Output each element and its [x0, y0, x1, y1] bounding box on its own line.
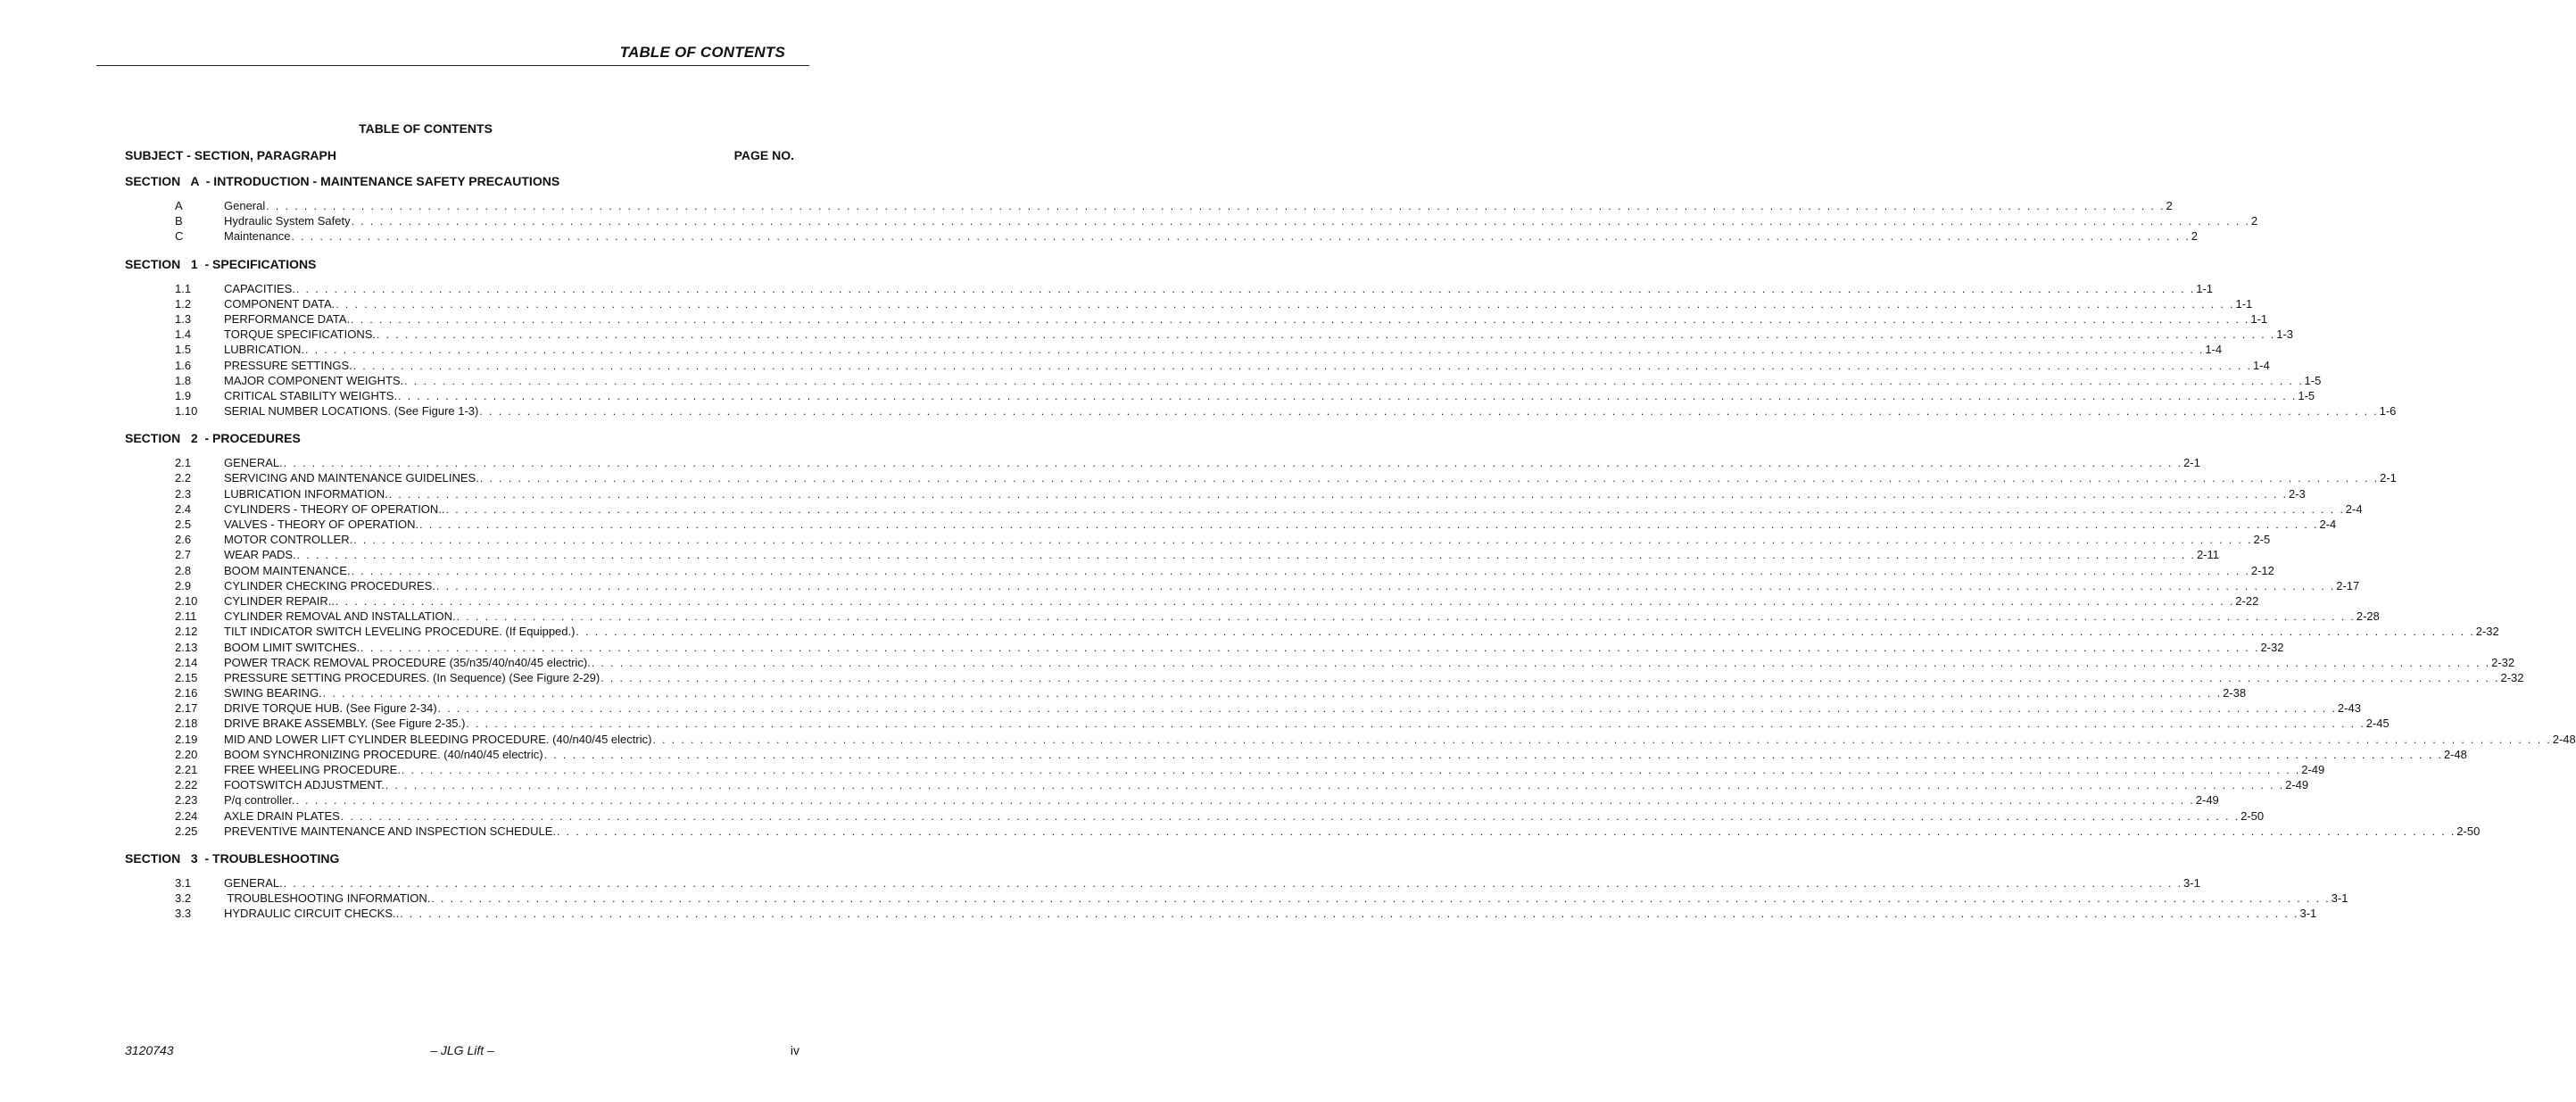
- section-heading: SECTION 2 - PROCEDURES: [125, 431, 301, 446]
- toc-entry[interactable]: [125, 716, 2390, 731]
- entry-page-number: 2-32: [2500, 670, 2524, 684]
- dot-leader: . . . . . . . . . . . . . . . . . . . . . . . . . . . . . . . . . . . . . . . . . . . . . . . . . . . . . . . . . . . . . . . . . . . . . . . . . . . . . . . . . . . . . . . . . . . . . . . . . . . . . . . . . . . . . . . . . . . . . . . . . . . . . . . . . . . . . . . . . . . . . . . . . . . . . . . . . . . . . . . . . . . . . . . . . . . . . . . . . . . . . . . . . . . . . . . . . . . . . . . .: [445, 502, 2345, 516]
- entry-title: HYDRAULIC CIRCUIT CHECKS..: [224, 907, 400, 921]
- dot-leader: . . . . . . . . . . . . . . . . . . . . . . . . . . . . . . . . . . . . . . . . . . . . . . . . . . . . . . . . . . . . . . . . . . . . . . . . . . . . . . . . . . . . . . . . . . . . . . . . . . . . . . . . . . . . . . . . . . . . . . . . . . . . . . . . . . . . . . . . . . . . . . . . . . . . . . . . . . . . . . . . . . . . . . . . . . . . . . . . . . . . . . . . . . . . . . . . . . . . . . . .: [576, 626, 2475, 639]
- entry-page-number: 2-32: [2260, 640, 2284, 654]
- entry-number: 1.6: [175, 358, 192, 372]
- entry-number: 2.1: [175, 456, 192, 470]
- entry-number: 2.10: [175, 593, 198, 608]
- entry-page-number: 2-50: [2241, 808, 2265, 823]
- entry-number: 2.23: [175, 793, 198, 808]
- toc-entry[interactable]: [125, 403, 2397, 418]
- toc-entry[interactable]: [125, 486, 2306, 501]
- entry-page-number: 1-5: [2298, 388, 2315, 402]
- toc-entry[interactable]: [125, 624, 2499, 639]
- entry-page-number: 2-5: [2253, 533, 2271, 547]
- entry-number: 2.22: [175, 778, 198, 792]
- dot-leader: . . . . . . . . . . . . . . . . . . . . . . . . . . . . . . . . . . . . . . . . . . . . . . . . . . . . . . . . . . . . . . . . . . . . . . . . . . . . . . . . . . . . . . . . . . . . . . . . . . . . . . . . . . . . . . . . . . . . . . . . . . . . . . . . . . . . . . . . . . . . . . . . . . . . . . . . . . . . . . . . . . . . . . . . . . . . . . . . . . . . . . . . . . . . . . . . . . . . . . . .: [385, 779, 2285, 792]
- entry-title: FREE WHEELING PROCEDURE.: [224, 763, 401, 776]
- entry-number: 2.2: [175, 471, 192, 485]
- entry-page-number: 3-1: [2183, 875, 2200, 890]
- dot-leader: . . . . . . . . . . . . . . . . . . . . . . . . . . . . . . . . . . . . . . . . . . . . . . . . . . . . . . . . . . . . . . . . . . . . . . . . . . . . . . . . . . . . . . . . . . . . . . . . . . . . . . . . . . . . . . . . . . . . . . . . . . . . . . . . . . . . . . . . . . . . . . . . . . . . . . . . . . . . . . . . . . . . . . . . . . . . . . . . . . . . . . . . . . . . . . . . . . . . . . . .: [376, 328, 2276, 342]
- entry-page-number: 2-17: [2336, 578, 2360, 592]
- entry-number: 1.1: [175, 281, 192, 295]
- entry-title: SERVICING AND MAINTENANCE GUIDELINES.: [224, 471, 479, 485]
- entry-page-number: 2-38: [2223, 686, 2247, 700]
- toc-entry[interactable]: [125, 342, 2223, 357]
- toc-entry[interactable]: [125, 640, 2284, 655]
- dot-leader: . . . . . . . . . . . . . . . . . . . . . . . . . . . . . . . . . . . . . . . . . . . . . . . . . . . . . . . . . . . . . . . . . . . . . . . . . . . . . . . . . . . . . . . . . . . . . . . . . . . . . . . . . . . . . . . . . . . . . . . . . . . . . . . . . . . . . . . . . . . . . . . . . . . . . . . . . . . . . . . . . . . . . . . . . . . . . . . . . . . . . . . . . . . . . . . . . . . . . . . .: [266, 200, 2166, 212]
- entry-page-number: 2-49: [2301, 763, 2325, 776]
- document-number: 3120743: [125, 1043, 174, 1057]
- entry-title: Maintenance: [224, 229, 291, 244]
- entry-page-number: 2-22: [2235, 593, 2259, 608]
- page-no-header-label: PAGE NO.: [733, 148, 794, 162]
- toc-section: [125, 850, 2348, 922]
- dot-leader: . . . . . . . . . . . . . . . . . . . . . . . . . . . . . . . . . . . . . . . . . . . . . . . . . . . . . . . . . . . . . . . . . . . . . . . . . . . . . . . . . . . . . . . . . . . . . . . . . . . . . . . . . . . . . . . . . . . . . . . . . . . . . . . . . . . . . . . . . . . . . . . . . . . . . . . . . . . . . . . . . . . . . . . . . . . . . . . . . . . . . . . . . . . . . . . . . . . . . . . .: [283, 457, 2183, 470]
- entry-title: SWING BEARING.: [224, 686, 322, 700]
- entry-number: 2.11: [175, 609, 197, 624]
- entry-page-number: 2-45: [2365, 717, 2390, 731]
- running-header-title: TABLE OF CONTENTS: [619, 44, 785, 61]
- entry-title: CYLINDER REMOVAL AND INSTALLATION.: [224, 609, 456, 624]
- entry-title: PRESSURE SETTING PROCEDURES. (In Sequence) (See Figure 2-29): [224, 670, 601, 684]
- toc-entry[interactable]: [125, 670, 2524, 685]
- dot-leader: . . . . . . . . . . . . . . . . . . . . . . . . . . . . . . . . . . . . . . . . . . . . . . . . . . . . . . . . . . . . . . . . . . . . . . . . . . . . . . . . . . . . . . . . . . . . . . . . . . . . . . . . . . . . . . . . . . . . . . . . . . . . . . . . . . . . . . . . . . . . . . . . . . . . . . . . . . . . . . . . . . . . . . . . . . . . . . . . . . . . . . . . . . . . . . . . . . . . . . . .: [335, 594, 2235, 608]
- entry-number: 1.8: [175, 373, 192, 387]
- entry-number: 1.9: [175, 388, 192, 402]
- section-entries: [125, 198, 2258, 244]
- entry-number: 2.4: [175, 501, 192, 516]
- dot-leader: . . . . . . . . . . . . . . . . . . . . . . . . . . . . . . . . . . . . . . . . . . . . . . . . . . . . . . . . . . . . . . . . . . . . . . . . . . . . . . . . . . . . . . . . . . . . . . . . . . . . . . . . . . . . . . . . . . . . . . . . . . . . . . . . . . . . . . . . . . . . . . . . . . . . . . . . . . . . . . . . . . . . . . . . . . . . . . . . . . . . . . . . . . . . . . . . . . . . . . . .: [456, 610, 2356, 624]
- toc-entry[interactable]: [125, 311, 2268, 327]
- toc-entry[interactable]: [125, 373, 2322, 388]
- dot-leader: . . . . . . . . . . . . . . . . . . . . . . . . . . . . . . . . . . . . . . . . . . . . . . . . . . . . . . . . . . . . . . . . . . . . . . . . . . . . . . . . . . . . . . . . . . . . . . . . . . . . . . . . . . . . . . . . . . . . . . . . . . . . . . . . . . . . . . . . . . . . . . . . . . . . . . . . . . . . . . . . . . . . . . . . . . . . . . . . . . . . . . . . . . . . . . . . . . . . . . . .: [601, 671, 2500, 684]
- toc-sections: [125, 173, 2576, 933]
- dot-leader: . . . . . . . . . . . . . . . . . . . . . . . . . . . . . . . . . . . . . . . . . . . . . . . . . . . . . . . . . . . . . . . . . . . . . . . . . . . . . . . . . . . . . . . . . . . . . . . . . . . . . . . . . . . . . . . . . . . . . . . . . . . . . . . . . . . . . . . . . . . . . . . . . . . . . . . . . . . . . . . . . . . . . . . . . . . . . . . . . . . . . . . . . . . . . . . . . . . . . . . .: [340, 809, 2241, 823]
- entry-title: BOOM SYNCHRONIZING PROCEDURE. (40/n40/45 electric): [224, 747, 543, 761]
- toc-section: [125, 430, 2576, 839]
- entry-number: 2.8: [175, 563, 192, 577]
- entry-title: CYLINDER REPAIR..: [224, 593, 335, 608]
- entry-title: CAPACITIES.: [224, 281, 295, 295]
- entry-page-number: 2-48: [2443, 747, 2467, 761]
- entry-title: WEAR PADS.: [224, 548, 296, 562]
- entry-title: GENERAL.: [224, 875, 283, 890]
- toc-entry[interactable]: [125, 777, 2309, 792]
- entry-page-number: 2-12: [2250, 563, 2274, 577]
- entry-page-number: 2-1: [2183, 456, 2200, 470]
- entry-page-number: 2: [2250, 214, 2258, 228]
- section-heading: SECTION 1 - SPECIFICATIONS: [125, 256, 317, 271]
- entry-number: A: [175, 199, 183, 212]
- dot-leader: . . . . . . . . . . . . . . . . . . . . . . . . . . . . . . . . . . . . . . . . . . . . . . . . . . . . . . . . . . . . . . . . . . . . . . . . . . . . . . . . . . . . . . . . . . . . . . . . . . . . . . . . . . . . . . . . . . . . . . . . . . . . . . . . . . . . . . . . . . . . . . . . . . . . . . . . . . . . . . . . . . . . . . . . . . . . . . . . . . . . . . . . . . . . . . . . . . . . . . . .: [437, 702, 2337, 716]
- entry-page-number: 2-11: [2196, 548, 2219, 562]
- entry-title: PRESSURE SETTINGS.: [224, 358, 352, 372]
- toc-entry[interactable]: [125, 358, 2270, 373]
- dot-leader: . . . . . . . . . . . . . . . . . . . . . . . . . . . . . . . . . . . . . . . . . . . . . . . . . . . . . . . . . . . . . . . . . . . . . . . . . . . . . . . . . . . . . . . . . . . . . . . . . . . . . . . . . . . . . . . . . . . . . . . . . . . . . . . . . . . . . . . . . . . . . . . . . . . . . . . . . . . . . . . . . . . . . . . . . . . . . . . . . . . . . . . . . . . . . . . . . . . . . . . .: [419, 518, 2319, 531]
- entry-number: 2.21: [175, 763, 198, 776]
- entry-title: PERFORMANCE DATA.: [224, 311, 351, 326]
- toc-entry[interactable]: [125, 792, 2219, 808]
- dot-leader: . . . . . . . . . . . . . . . . . . . . . . . . . . . . . . . . . . . . . . . . . . . . . . . . . . . . . . . . . . . . . . . . . . . . . . . . . . . . . . . . . . . . . . . . . . . . . . . . . . . . . . . . . . . . . . . . . . . . . . . . . . . . . . . . . . . . . . . . . . . . . . . . . . . . . . . . . . . . . . . . . . . . . . . . . . . . . . . . . . . . . . . . . . . . . . . . . . . . . . . .: [400, 907, 2299, 921]
- entry-page-number: 3-1: [2331, 891, 2348, 906]
- dot-leader: . . . . . . . . . . . . . . . . . . . . . . . . . . . . . . . . . . . . . . . . . . . . . . . . . . . . . . . . . . . . . . . . . . . . . . . . . . . . . . . . . . . . . . . . . . . . . . . . . . . . . . . . . . . . . . . . . . . . . . . . . . . . . . . . . . . . . . . . . . . . . . . . . . . . . . . . . . . . . . . . . . . . . . . . . . . . . . . . . . . . . . . . . . . . . . . . . . . . . . . .: [305, 344, 2205, 357]
- dot-leader: . . . . . . . . . . . . . . . . . . . . . . . . . . . . . . . . . . . . . . . . . . . . . . . . . . . . . . . . . . . . . . . . . . . . . . . . . . . . . . . . . . . . . . . . . . . . . . . . . . . . . . . . . . . . . . . . . . . . . . . . . . . . . . . . . . . . . . . . . . . . . . . . . . . . . . . . . . . . . . . . . . . . . . . . . . . . . . . . . . . . . . . . . . . . . . . . . . . . . . . .: [283, 876, 2183, 890]
- entry-title: General: [224, 199, 266, 212]
- toc-entry[interactable]: [125, 685, 2247, 700]
- dot-leader: . . . . . . . . . . . . . . . . . . . . . . . . . . . . . . . . . . . . . . . . . . . . . . . . . . . . . . . . . . . . . . . . . . . . . . . . . . . . . . . . . . . . . . . . . . . . . . . . . . . . . . . . . . . . . . . . . . . . . . . . . . . . . . . . . . . . . . . . . . . . . . . . . . . . . . . . . . . . . . . . . . . . . . . . . . . . . . . . . . . . . . . . . . . . . . . . . . . . . . . .: [388, 487, 2288, 501]
- entry-number: 2.3: [175, 486, 192, 501]
- toc-section: [125, 173, 2258, 244]
- entry-page-number: 3-1: [2299, 907, 2317, 921]
- dot-leader: . . . . . . . . . . . . . . . . . . . . . . . . . . . . . . . . . . . . . . . . . . . . . . . . . . . . . . . . . . . . . . . . . . . . . . . . . . . . . . . . . . . . . . . . . . . . . . . . . . . . . . . . . . . . . . . . . . . . . . . . . . . . . . . . . . . . . . . . . . . . . . . . . . . . . . . . . . . . . . . . . . . . . . . . . . . . . . . . . . . . . . . . . . . . . . . . . . . . . . . .: [557, 824, 2456, 838]
- entry-number: 2.16: [175, 686, 198, 700]
- entry-number: 2.5: [175, 518, 192, 531]
- toc-entry[interactable]: [125, 875, 2200, 891]
- toc-entry[interactable]: [125, 578, 2360, 593]
- section-entries: [125, 875, 2348, 922]
- entry-page-number: 2-32: [2475, 625, 2499, 639]
- entry-title: LUBRICATION INFORMATION.: [224, 486, 388, 501]
- entry-page-number: 2-49: [2285, 778, 2309, 792]
- entry-title: DRIVE TORQUE HUB. (See Figure 2-34): [224, 701, 437, 716]
- entry-title: MOTOR CONTROLLER.: [224, 533, 353, 547]
- dot-leader: . . . . . . . . . . . . . . . . . . . . . . . . . . . . . . . . . . . . . . . . . . . . . . . . . . . . . . . . . . . . . . . . . . . . . . . . . . . . . . . . . . . . . . . . . . . . . . . . . . . . . . . . . . . . . . . . . . . . . . . . . . . . . . . . . . . . . . . . . . . . . . . . . . . . . . . . . . . . . . . . . . . . . . . . . . . . . . . . . . . . . . . . . . . . . . . . . . . . . . . .: [351, 312, 2250, 326]
- toc-entry[interactable]: [125, 808, 2265, 824]
- entry-title: VALVES - THEORY OF OPERATION.: [224, 518, 419, 531]
- entry-number: C: [175, 229, 184, 244]
- toc-entry[interactable]: [125, 388, 2315, 403]
- entry-number: 1.3: [175, 311, 192, 326]
- toc-entry[interactable]: [125, 563, 2274, 578]
- dot-leader: . . . . . . . . . . . . . . . . . . . . . . . . . . . . . . . . . . . . . . . . . . . . . . . . . . . . . . . . . . . . . . . . . . . . . . . . . . . . . . . . . . . . . . . . . . . . . . . . . . . . . . . . . . . . . . . . . . . . . . . . . . . . . . . . . . . . . . . . . . . . . . . . . . . . . . . . . . . . . . . . . . . . . . . . . . . . . . . . . . . . . . . . . . . . . . . . . . . . . . . .: [591, 656, 2491, 669]
- entry-page-number: 1-3: [2276, 327, 2294, 342]
- dot-leader: . . . . . . . . . . . . . . . . . . . . . . . . . . . . . . . . . . . . . . . . . . . . . . . . . . . . . . . . . . . . . . . . . . . . . . . . . . . . . . . . . . . . . . . . . . . . . . . . . . . . . . . . . . . . . . . . . . . . . . . . . . . . . . . . . . . . . . . . . . . . . . . . . . . . . . . . . . . . . . . . . . . . . . . . . . . . . . . . . . . . . . . . . . . . . . . . . . . . . . . .: [296, 549, 2196, 562]
- toc-entry[interactable]: [125, 228, 2198, 244]
- entry-number: 3.2: [175, 891, 192, 906]
- entry-title: Hydraulic System Safety: [224, 214, 351, 228]
- entry-title: BOOM MAINTENANCE.: [224, 563, 351, 577]
- entry-title: MID AND LOWER LIFT CYLINDER BLEEDING PROCEDURE. (40/n40/45 electric): [224, 732, 652, 746]
- dot-leader: . . . . . . . . . . . . . . . . . . . . . . . . . . . . . . . . . . . . . . . . . . . . . . . . . . . . . . . . . . . . . . . . . . . . . . . . . . . . . . . . . . . . . . . . . . . . . . . . . . . . . . . . . . . . . . . . . . . . . . . . . . . . . . . . . . . . . . . . . . . . . . . . . . . . . . . . . . . . . . . . . . . . . . . . . . . . . . . . . . . . . . . . . . . . . . . . . . . . . . . .: [353, 534, 2253, 547]
- header-divider: [96, 65, 809, 66]
- dot-leader: . . . . . . . . . . . . . . . . . . . . . . . . . . . . . . . . . . . . . . . . . . . . . . . . . . . . . . . . . . . . . . . . . . . . . . . . . . . . . . . . . . . . . . . . . . . . . . . . . . . . . . . . . . . . . . . . . . . . . . . . . . . . . . . . . . . . . . . . . . . . . . . . . . . . . . . . . . . . . . . . . . . . . . . . . . . . . . . . . . . . . . . . . . . . . . . . . . . . . . . .: [352, 359, 2253, 372]
- entry-title: GENERAL.: [224, 456, 283, 470]
- entry-number: 2.18: [175, 717, 198, 731]
- entry-page-number: 2-48: [2552, 732, 2576, 746]
- entry-title: DRIVE BRAKE ASSEMBLY. (See Figure 2-35.): [224, 717, 466, 731]
- entry-number: 2.19: [175, 732, 198, 746]
- dot-leader: . . . . . . . . . . . . . . . . . . . . . . . . . . . . . . . . . . . . . . . . . . . . . . . . . . . . . . . . . . . . . . . . . . . . . . . . . . . . . . . . . . . . . . . . . . . . . . . . . . . . . . . . . . . . . . . . . . . . . . . . . . . . . . . . . . . . . . . . . . . . . . . . . . . . . . . . . . . . . . . . . . . . . . . . . . . . . . . . . . . . . . . . . . . . . . . . . . . . . . . .: [295, 794, 2195, 808]
- entry-page-number: 2-49: [2195, 793, 2219, 808]
- page-number: iv: [790, 1043, 799, 1057]
- dot-leader: . . . . . . . . . . . . . . . . . . . . . . . . . . . . . . . . . . . . . . . . . . . . . . . . . . . . . . . . . . . . . . . . . . . . . . . . . . . . . . . . . . . . . . . . . . . . . . . . . . . . . . . . . . . . . . . . . . . . . . . . . . . . . . . . . . . . . . . . . . . . . . . . . . . . . . . . . . . . . . . . . . . . . . . . . . . . . . . . . . . . . . . . . . . . . . . . . . . . . . . .: [335, 297, 2235, 311]
- entry-page-number: 1-5: [2304, 373, 2322, 387]
- subject-header-label: SUBJECT - SECTION, PARAGRAPH: [125, 148, 336, 162]
- toc-entry[interactable]: [125, 296, 2253, 311]
- entry-title: BOOM LIMIT SWITCHES.: [224, 640, 360, 654]
- subject-header-row: [125, 148, 794, 162]
- toc-entry[interactable]: [125, 517, 2337, 532]
- entry-page-number: 2-4: [2319, 518, 2337, 531]
- toc-entry[interactable]: [125, 655, 2515, 670]
- dot-leader: . . . . . . . . . . . . . . . . . . . . . . . . . . . . . . . . . . . . . . . . . . . . . . . . . . . . . . . . . . . . . . . . . . . . . . . . . . . . . . . . . . . . . . . . . . . . . . . . . . . . . . . . . . . . . . . . . . . . . . . . . . . . . . . . . . . . . . . . . . . . . . . . . . . . . . . . . . . . . . . . . . . . . . . . . . . . . . . . . . . . . . . . . . . . . . . . . . . . . . . .: [652, 733, 2552, 746]
- toc-entry[interactable]: [125, 501, 2363, 517]
- entry-number: 3.1: [175, 875, 192, 890]
- dot-leader: . . . . . . . . . . . . . . . . . . . . . . . . . . . . . . . . . . . . . . . . . . . . . . . . . . . . . . . . . . . . . . . . . . . . . . . . . . . . . . . . . . . . . . . . . . . . . . . . . . . . . . . . . . . . . . . . . . . . . . . . . . . . . . . . . . . . . . . . . . . . . . . . . . . . . . . . . . . . . . . . . . . . . . . . . . . . . . . . . . . . . . . . . . . . . . . . . . . . . . . .: [398, 389, 2298, 402]
- section-entries: [125, 281, 2397, 419]
- entry-number: 2.24: [175, 808, 198, 823]
- toc-entry[interactable]: [125, 327, 2294, 342]
- entry-title: FOOTSWITCH ADJUSTMENT.: [224, 778, 385, 792]
- dot-leader: . . . . . . . . . . . . . . . . . . . . . . . . . . . . . . . . . . . . . . . . . . . . . . . . . . . . . . . . . . . . . . . . . . . . . . . . . . . . . . . . . . . . . . . . . . . . . . . . . . . . . . . . . . . . . . . . . . . . . . . . . . . . . . . . . . . . . . . . . . . . . . . . . . . . . . . . . . . . . . . . . . . . . . . . . . . . . . . . . . . . . . . . . . . . . . . . . . . . . . . .: [322, 687, 2223, 700]
- entry-page-number: 2: [2191, 229, 2198, 244]
- dot-leader: . . . . . . . . . . . . . . . . . . . . . . . . . . . . . . . . . . . . . . . . . . . . . . . . . . . . . . . . . . . . . . . . . . . . . . . . . . . . . . . . . . . . . . . . . . . . . . . . . . . . . . . . . . . . . . . . . . . . . . . . . . . . . . . . . . . . . . . . . . . . . . . . . . . . . . . . . . . . . . . . . . . . . . . . . . . . . . . . . . . . . . . . . . . . . . . . . . . . . . . .: [466, 717, 2365, 731]
- entry-title: TROUBLESHOOTING INFORMATION.: [224, 891, 431, 906]
- entry-page-number: 2-4: [2345, 501, 2363, 516]
- toc-entry[interactable]: [125, 609, 2380, 624]
- entry-number: 2.17: [175, 701, 198, 716]
- toc-entry[interactable]: [125, 470, 2397, 485]
- toc-entry[interactable]: [125, 593, 2259, 609]
- entry-number: 3.3: [175, 907, 192, 921]
- entry-title: TORQUE SPECIFICATIONS.: [224, 327, 376, 342]
- entry-number: 2.15: [175, 670, 198, 684]
- entry-page-number: 2-1: [2380, 471, 2397, 485]
- toc-entry[interactable]: [125, 762, 2325, 777]
- entry-page-number: 1-4: [2253, 358, 2270, 372]
- entry-title: P/q controller.: [224, 793, 295, 808]
- entry-title: CYLINDER CHECKING PROCEDURES.: [224, 578, 435, 592]
- toc-entry[interactable]: [125, 455, 2200, 470]
- entry-title: AXLE DRAIN PLATES: [224, 808, 340, 823]
- dot-leader: . . . . . . . . . . . . . . . . . . . . . . . . . . . . . . . . . . . . . . . . . . . . . . . . . . . . . . . . . . . . . . . . . . . . . . . . . . . . . . . . . . . . . . . . . . . . . . . . . . . . . . . . . . . . . . . . . . . . . . . . . . . . . . . . . . . . . . . . . . . . . . . . . . . . . . . . . . . . . . . . . . . . . . . . . . . . . . . . . . . . . . . . . . . . . . . . . . . . . . . .: [295, 282, 2196, 295]
- entry-number: 1.10: [175, 404, 198, 418]
- entry-page-number: 1-1: [2235, 296, 2253, 311]
- footer-brand: – JLG Lift –: [430, 1043, 494, 1057]
- entry-page-number: 2-28: [2356, 609, 2380, 624]
- entry-page-number: 1-1: [2250, 311, 2268, 326]
- entry-number: 2.20: [175, 747, 198, 761]
- dot-leader: . . . . . . . . . . . . . . . . . . . . . . . . . . . . . . . . . . . . . . . . . . . . . . . . . . . . . . . . . . . . . . . . . . . . . . . . . . . . . . . . . . . . . . . . . . . . . . . . . . . . . . . . . . . . . . . . . . . . . . . . . . . . . . . . . . . . . . . . . . . . . . . . . . . . . . . . . . . . . . . . . . . . . . . . . . . . . . . . . . . . . . . . . . . . . . . . . . . . . . . .: [479, 405, 2379, 418]
- dot-leader: . . . . . . . . . . . . . . . . . . . . . . . . . . . . . . . . . . . . . . . . . . . . . . . . . . . . . . . . . . . . . . . . . . . . . . . . . . . . . . . . . . . . . . . . . . . . . . . . . . . . . . . . . . . . . . . . . . . . . . . . . . . . . . . . . . . . . . . . . . . . . . . . . . . . . . . . . . . . . . . . . . . . . . . . . . . . . . . . . . . . . . . . . . . . . . . . . . . . . . . .: [351, 215, 2250, 228]
- entry-title: CRITICAL STABILITY WEIGHTS.: [224, 388, 398, 402]
- entry-title: CYLINDERS - THEORY OF OPERATION..: [224, 501, 445, 516]
- entry-title: POWER TRACK REMOVAL PROCEDURE (35/n35/40/n40/45 electric).: [224, 655, 591, 669]
- toc-entry[interactable]: [125, 732, 2576, 747]
- entry-number: B: [175, 214, 183, 228]
- entry-title: SERIAL NUMBER LOCATIONS. (See Figure 1-3): [224, 404, 479, 418]
- entry-number: 2.6: [175, 533, 192, 547]
- toc-entry[interactable]: [125, 213, 2258, 228]
- entry-page-number: 1-6: [2379, 404, 2397, 418]
- dot-leader: . . . . . . . . . . . . . . . . . . . . . . . . . . . . . . . . . . . . . . . . . . . . . . . . . . . . . . . . . . . . . . . . . . . . . . . . . . . . . . . . . . . . . . . . . . . . . . . . . . . . . . . . . . . . . . . . . . . . . . . . . . . . . . . . . . . . . . . . . . . . . . . . . . . . . . . . . . . . . . . . . . . . . . . . . . . . . . . . . . . . . . . . . . . . . . . . . . . . . . . .: [404, 374, 2304, 387]
- entry-number: 2.13: [175, 640, 198, 654]
- entry-title: MAJOR COMPONENT WEIGHTS.: [224, 373, 404, 387]
- section-heading: SECTION A - INTRODUCTION - MAINTENANCE SAFETY PRECAUTIONS: [125, 174, 560, 188]
- entry-title: LUBRICATION.: [224, 343, 305, 357]
- entry-number: 2.9: [175, 578, 192, 592]
- dot-leader: . . . . . . . . . . . . . . . . . . . . . . . . . . . . . . . . . . . . . . . . . . . . . . . . . . . . . . . . . . . . . . . . . . . . . . . . . . . . . . . . . . . . . . . . . . . . . . . . . . . . . . . . . . . . . . . . . . . . . . . . . . . . . . . . . . . . . . . . . . . . . . . . . . . . . . . . . . . . . . . . . . . . . . . . . . . . . . . . . . . . . . . . . . . . . . . . . . . . . . . .: [401, 764, 2301, 776]
- toc-entry[interactable]: [125, 824, 2481, 839]
- toc-entry[interactable]: [125, 281, 2214, 296]
- entry-page-number: 2-50: [2456, 824, 2481, 838]
- dot-leader: . . . . . . . . . . . . . . . . . . . . . . . . . . . . . . . . . . . . . . . . . . . . . . . . . . . . . . . . . . . . . . . . . . . . . . . . . . . . . . . . . . . . . . . . . . . . . . . . . . . . . . . . . . . . . . . . . . . . . . . . . . . . . . . . . . . . . . . . . . . . . . . . . . . . . . . . . . . . . . . . . . . . . . . . . . . . . . . . . . . . . . . . . . . . . . . . . . . . . . . .: [360, 641, 2260, 654]
- toc-entry[interactable]: [125, 532, 2271, 547]
- document-title: TABLE OF CONTENTS: [359, 121, 493, 136]
- entry-number: 2.25: [175, 824, 198, 838]
- entry-page-number: 2-3: [2288, 486, 2306, 501]
- toc-entry[interactable]: [125, 891, 2348, 906]
- toc-entry[interactable]: [125, 700, 2361, 716]
- entry-page-number: 2-32: [2491, 655, 2515, 669]
- dot-leader: . . . . . . . . . . . . . . . . . . . . . . . . . . . . . . . . . . . . . . . . . . . . . . . . . . . . . . . . . . . . . . . . . . . . . . . . . . . . . . . . . . . . . . . . . . . . . . . . . . . . . . . . . . . . . . . . . . . . . . . . . . . . . . . . . . . . . . . . . . . . . . . . . . . . . . . . . . . . . . . . . . . . . . . . . . . . . . . . . . . . . . . . . . . . . . . . . . . . . . . .: [291, 230, 2191, 244]
- entry-number: 1.2: [175, 296, 192, 311]
- entry-page-number: 1-4: [2205, 343, 2223, 357]
- toc-entry[interactable]: [125, 198, 2173, 213]
- entry-title: PREVENTIVE MAINTENANCE AND INSPECTION SCHEDULE.: [224, 824, 557, 838]
- toc-section: [125, 256, 2397, 419]
- dot-leader: . . . . . . . . . . . . . . . . . . . . . . . . . . . . . . . . . . . . . . . . . . . . . . . . . . . . . . . . . . . . . . . . . . . . . . . . . . . . . . . . . . . . . . . . . . . . . . . . . . . . . . . . . . . . . . . . . . . . . . . . . . . . . . . . . . . . . . . . . . . . . . . . . . . . . . . . . . . . . . . . . . . . . . . . . . . . . . . . . . . . . . . . . . . . . . . . . . . . . . . .: [351, 564, 2250, 577]
- entry-number: 1.5: [175, 343, 192, 357]
- entry-title: TILT INDICATOR SWITCH LEVELING PROCEDURE. (If Equipped.): [224, 625, 576, 639]
- section-entries: [125, 455, 2576, 839]
- entry-page-number: 2-43: [2337, 701, 2361, 716]
- entry-number: 2.12: [175, 625, 198, 639]
- entry-number: 2.14: [175, 655, 198, 669]
- toc-entry[interactable]: [125, 547, 2219, 562]
- section-heading: SECTION 3 - TROUBLESHOOTING: [125, 850, 340, 866]
- entry-page-number: 1-1: [2196, 281, 2214, 295]
- toc-entry[interactable]: [125, 906, 2317, 921]
- toc-entry[interactable]: [125, 747, 2467, 762]
- dot-leader: . . . . . . . . . . . . . . . . . . . . . . . . . . . . . . . . . . . . . . . . . . . . . . . . . . . . . . . . . . . . . . . . . . . . . . . . . . . . . . . . . . . . . . . . . . . . . . . . . . . . . . . . . . . . . . . . . . . . . . . . . . . . . . . . . . . . . . . . . . . . . . . . . . . . . . . . . . . . . . . . . . . . . . . . . . . . . . . . . . . . . . . . . . . . . . . . . . . . . . . .: [435, 579, 2336, 592]
- dot-leader: . . . . . . . . . . . . . . . . . . . . . . . . . . . . . . . . . . . . . . . . . . . . . . . . . . . . . . . . . . . . . . . . . . . . . . . . . . . . . . . . . . . . . . . . . . . . . . . . . . . . . . . . . . . . . . . . . . . . . . . . . . . . . . . . . . . . . . . . . . . . . . . . . . . . . . . . . . . . . . . . . . . . . . . . . . . . . . . . . . . . . . . . . . . . . . . . . . . . . . . .: [479, 472, 2380, 485]
- dot-leader: . . . . . . . . . . . . . . . . . . . . . . . . . . . . . . . . . . . . . . . . . . . . . . . . . . . . . . . . . . . . . . . . . . . . . . . . . . . . . . . . . . . . . . . . . . . . . . . . . . . . . . . . . . . . . . . . . . . . . . . . . . . . . . . . . . . . . . . . . . . . . . . . . . . . . . . . . . . . . . . . . . . . . . . . . . . . . . . . . . . . . . . . . . . . . . . . . . . . . . . .: [543, 748, 2443, 761]
- entry-title: COMPONENT DATA.: [224, 296, 335, 311]
- entry-number: 2.7: [175, 548, 192, 562]
- entry-number: 1.4: [175, 327, 192, 342]
- dot-leader: . . . . . . . . . . . . . . . . . . . . . . . . . . . . . . . . . . . . . . . . . . . . . . . . . . . . . . . . . . . . . . . . . . . . . . . . . . . . . . . . . . . . . . . . . . . . . . . . . . . . . . . . . . . . . . . . . . . . . . . . . . . . . . . . . . . . . . . . . . . . . . . . . . . . . . . . . . . . . . . . . . . . . . . . . . . . . . . . . . . . . . . . . . . . . . . . . . . . . . . .: [431, 892, 2331, 906]
- entry-page-number: 2: [2166, 199, 2173, 212]
